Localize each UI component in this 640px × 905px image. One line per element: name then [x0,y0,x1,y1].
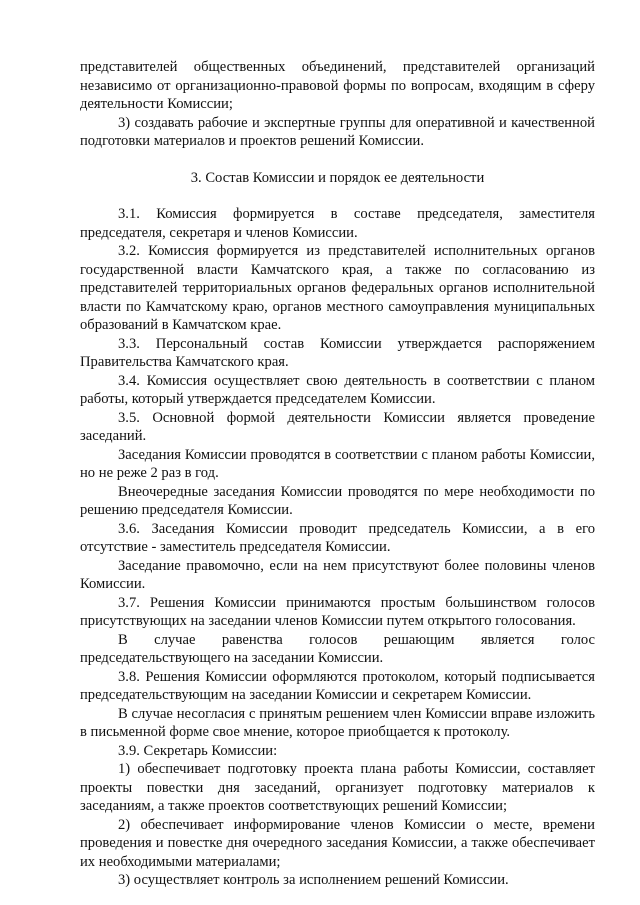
section-title: 3. Состав Комиссии и порядок ее деятельности [190,169,485,186]
paragraph-3-4: 3.4. Комиссия осуществляет свою деятельность в соответствии с планом работы, который утверждается председателем Комиссии. [80,372,595,407]
paragraph-3-9-2: 2) обеспечивает информирование членов Комиссии о месте, времени проведения и повестке дня очередного заседания Комиссии, а также обеспечивает их необходимыми материалами; [80,816,595,870]
paragraph-continued: представителей общественных объединений, представителей организаций независимо от организационно-правовой формы по вопросам, входящим в сферу деятельности Комиссии; [80,59,595,112]
paragraph-3-1: 3.1. Комиссия формируется в составе председателя, заместителя председателя, секретаря и членов Комиссии. [80,206,595,241]
paragraph-3-8: 3.8. Решения Комиссии оформляются протоколом, который подписывается председательствующим на заседании Комиссии и секретарем Комиссии. [80,668,595,703]
paragraph-item-3: 3) создавать рабочие и экспертные группы для оперативной и качественной подготовки материалов и проектов решений Комиссии. [80,114,595,149]
paragraph-3-7: 3.7. Решения Комиссии принимаются простым большинством голосов присутствующих на заседании членов Комиссии путем открытого голосования. [80,594,595,629]
paragraph-3-5-b: Внеочередные заседания Комиссии проводятся по мере необходимости по решению председателя Комиссии. [80,483,595,518]
paragraph-3-9-3: 3) осуществляет контроль за исполнением решений Комиссии. [118,872,509,888]
paragraph-3-6-a: Заседание правомочно, если на нем присутствуют более половины членов Комиссии. [80,557,595,592]
paragraph-3-5-a: Заседания Комиссии проводятся в соответствии с планом работы Комиссии, но не реже 2 раз в год. [80,446,595,481]
paragraph-3-6: 3.6. Заседания Комиссии проводит председатель Комиссии, а в его отсутствие - заместитель председателя Комиссии. [80,520,595,555]
paragraph-3-9: 3.9. Секретарь Комиссии: [118,742,278,759]
paragraph-3-7-a: В случае равенства голосов решающим является голос председательствующего на заседании Комиссии. [80,631,595,666]
paragraph-3-5: 3.5. Основной формой деятельности Комиссии является проведение заседаний. [80,409,595,444]
paragraph-3-2: 3.2. Комиссия формируется из представителей исполнительных органов государственной власти Камчатского края, а также по согласованию из представителей территориальных органов федеральных органов исполнительной власти по Камчатскому краю, органов местного самоуправления муниципальных образований в Камчатском крае. [80,243,595,333]
paragraph-3-9-1: 1) обеспечивает подготовку проекта плана работы Комиссии, составляет проекты повестки дня заседаний, организует подготовку материалов к заседаниям, а также проектов соответствующих решений Комиссии; [80,761,595,814]
paragraph-3-3: 3.3. Персональный состав Комиссии утверждается распоряжением Правительства Камчатского края. [80,335,595,370]
document-page [80,58,595,890]
paragraph-3-8-a: В случае несогласия с принятым решением член Комиссии вправе изложить в письменной форме свое мнение, которое приобщается к протоколу. [80,705,595,740]
